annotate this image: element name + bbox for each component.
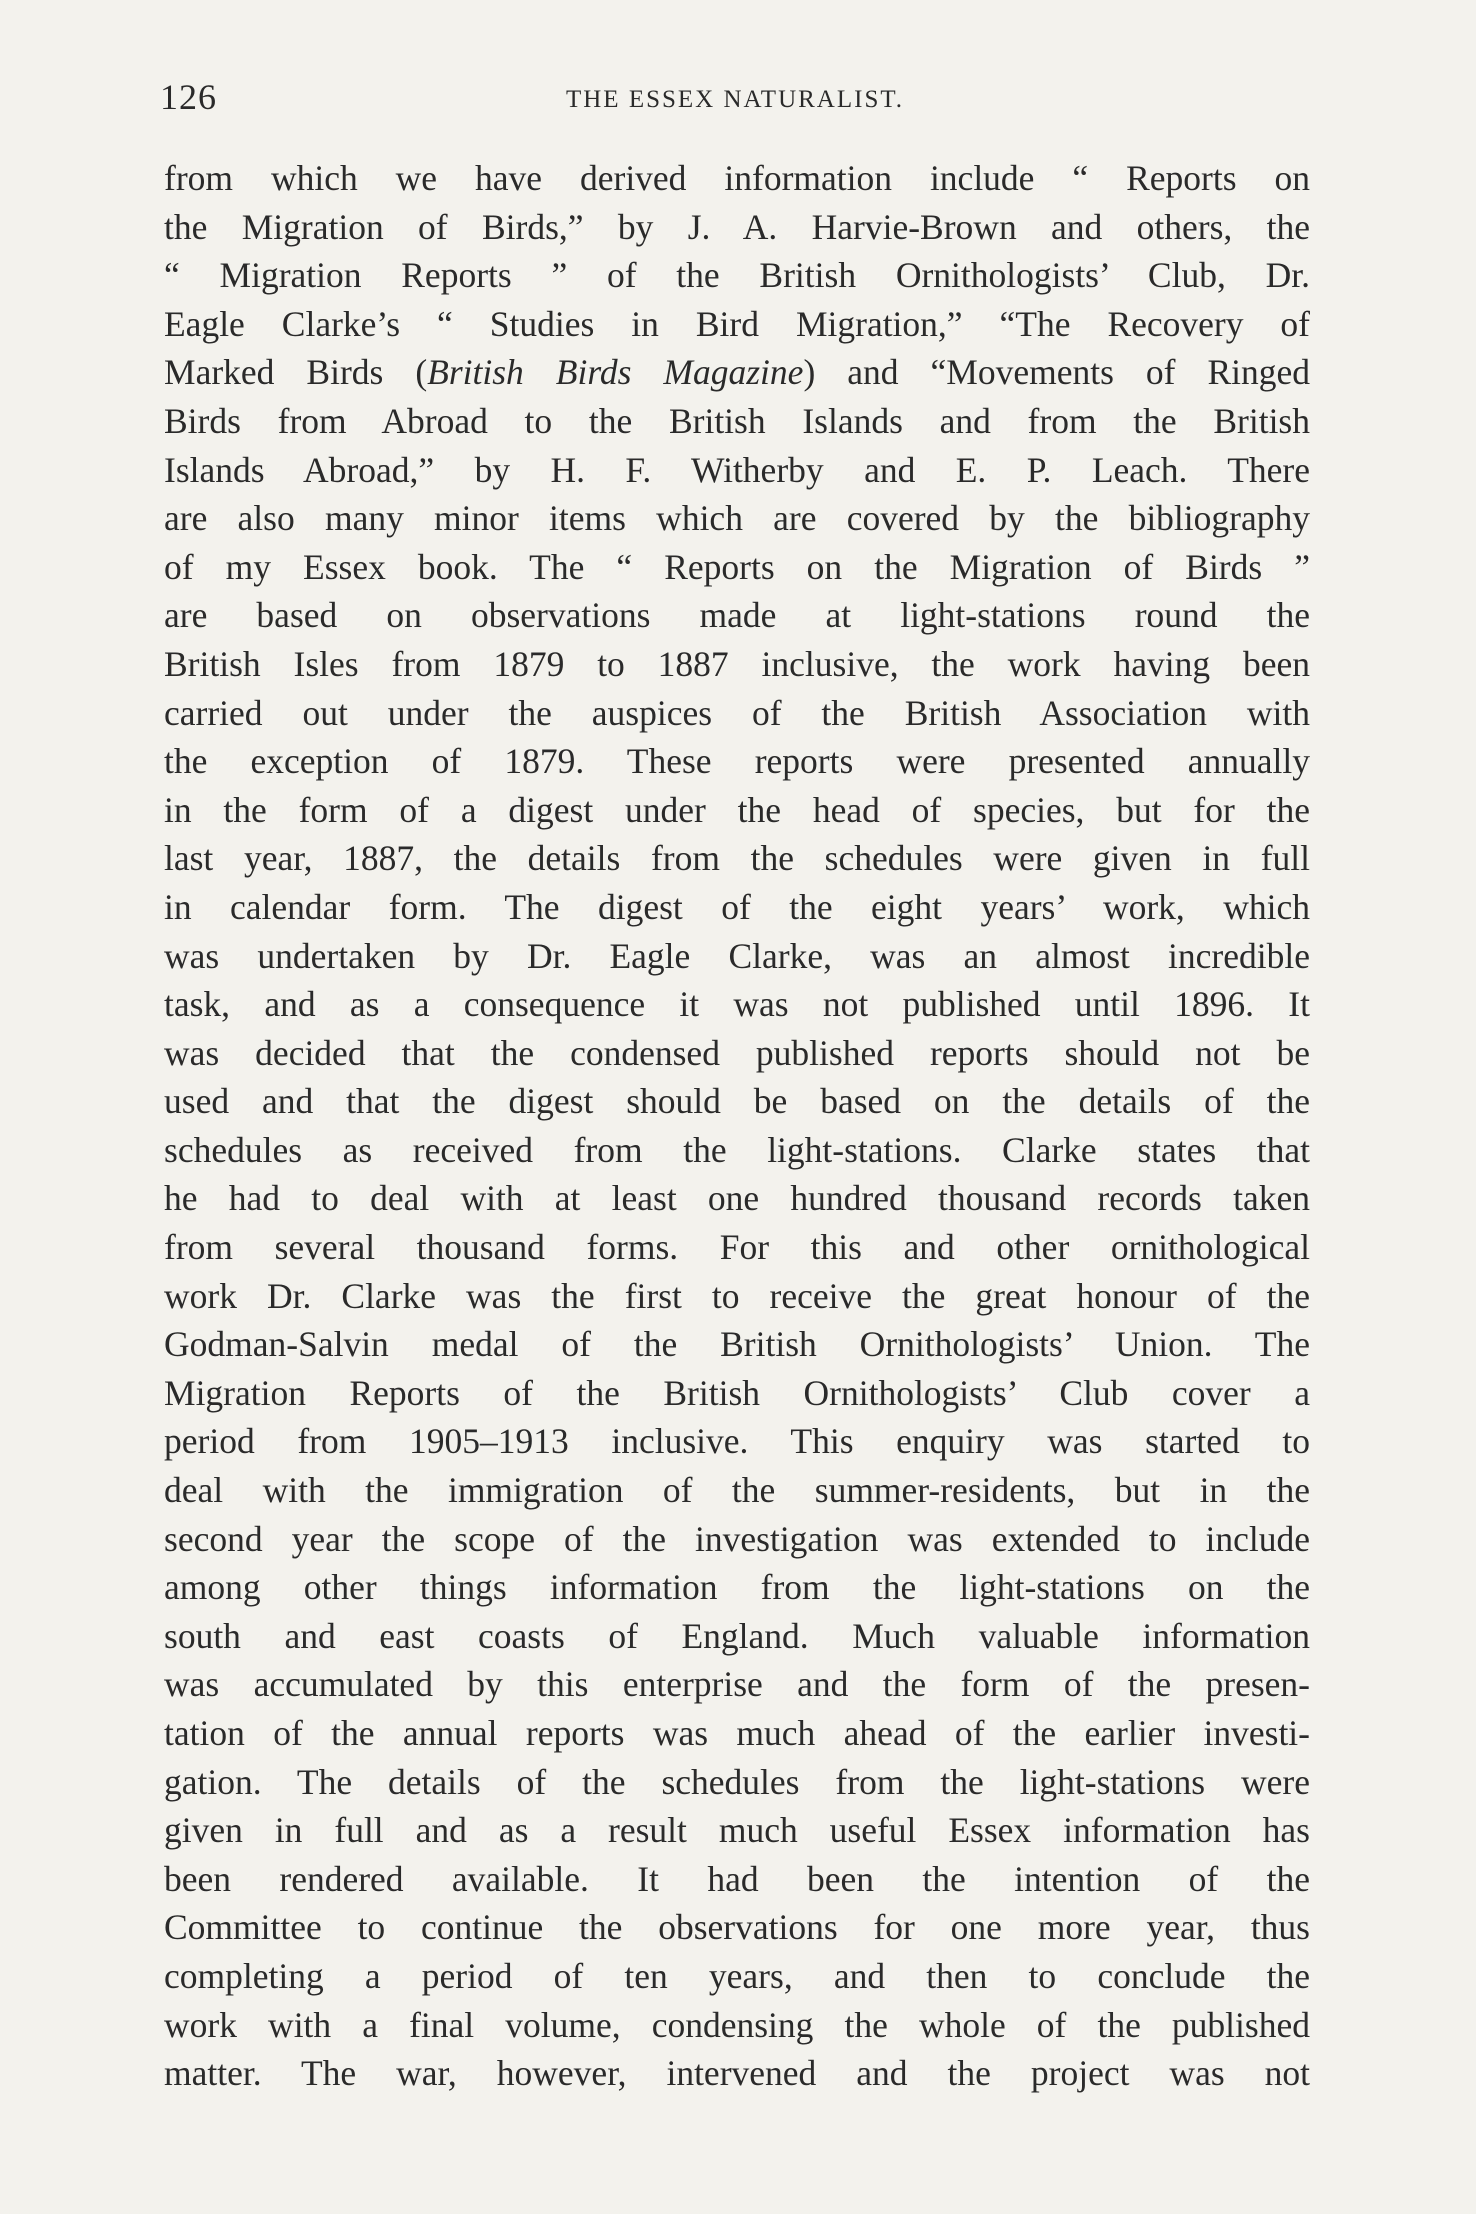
text-fragment: ) and “Movements of Ringed <box>803 352 1311 393</box>
text-line: gation. The details of the schedules from the light-stations were <box>164 1761 1310 1802</box>
text-fragment: Marked Birds ( <box>164 352 428 393</box>
text-line: second year the scope of the investigation was extended to include <box>164 1518 1310 1559</box>
journal-title: THE ESSEX NATURALIST. <box>565 86 905 113</box>
text-line: been rendered available. It had been the intention of the <box>164 1858 1310 1899</box>
running-head <box>160 76 1310 126</box>
text-line: Migration Reports of the British Ornithologists’ Club cover a <box>164 1372 1310 1413</box>
text-line: was undertaken by Dr. Eagle Clarke, was an almost incredible <box>164 935 1310 976</box>
text-line: Eagle Clarke’s “ Studies in Bird Migration,” “The Recovery of <box>164 303 1310 344</box>
text-line: schedules as received from the light-stations. Clarke states that <box>164 1129 1310 1170</box>
text-line: work Dr. Clarke was the first to receive the great honour of the <box>164 1275 1310 1316</box>
text-line: the Migration of Birds,” by J. A. Harvie-Brown and others, the <box>164 206 1310 247</box>
text-line: from which we have derived information include “ Reports on <box>164 158 1310 198</box>
text-line: completing a period of ten years, and then to conclude the <box>164 1955 1310 1996</box>
body-text <box>164 154 1310 2098</box>
page-number: 126 <box>160 77 217 117</box>
text-line: are based on observations made at light-stations round the <box>164 595 1310 636</box>
text-line: last year, 1887, the details from the schedules were given in full <box>164 838 1310 879</box>
text-line: carried out under the auspices of the British Association with <box>164 692 1310 733</box>
text-line: task, and as a consequence it was not published until 1896. It <box>164 984 1310 1025</box>
text-line: given in full and as a result much useful Essex information has <box>164 1810 1310 1851</box>
text-line: deal with the immigration of the summer-residents, but in the <box>164 1470 1310 1511</box>
text-line: British Isles from 1879 to 1887 inclusive, the work having been <box>164 643 1310 684</box>
text-line: “ Migration Reports ” of the British Ornithologists’ Club, Dr. <box>164 255 1310 296</box>
text-line: was accumulated by this enterprise and the form of the presen- <box>164 1664 1310 1705</box>
text-line-with-italic-title <box>164 348 1310 397</box>
text-line: in the form of a digest under the head of species, but for the <box>164 789 1310 830</box>
italic-title: British Birds Magazine <box>427 352 804 393</box>
text-line: of my Essex book. The “ Reports on the Migration of Birds ” <box>164 546 1310 587</box>
text-line: he had to deal with at least one hundred thousand records taken <box>164 1178 1310 1219</box>
text-line: period from 1905–1913 inclusive. This enquiry was started to <box>164 1421 1310 1462</box>
text-line: Committee to continue the observations for one more year, thus <box>164 1907 1310 1948</box>
text-line: are also many minor items which are covered by the bibliography <box>164 498 1310 539</box>
text-line: matter. The war, however, intervened and the project was not <box>164 2053 1310 2094</box>
text-line: from several thousand forms. For this and other ornithological <box>164 1227 1310 1268</box>
text-line: the exception of 1879. These reports were presented annually <box>164 741 1310 782</box>
text-line: Godman-Salvin medal of the British Ornithologists’ Union. The <box>164 1324 1310 1365</box>
text-line: among other things information from the light-stations on the <box>164 1567 1310 1608</box>
text-line: used and that the digest should be based on the details of the <box>164 1081 1310 1122</box>
text-line: Islands Abroad,” by H. F. Witherby and E. P. Leach. There <box>164 449 1310 490</box>
text-line: work with a final volume, condensing the whole of the published <box>164 2004 1310 2045</box>
text-line: Birds from Abroad to the British Islands and from the British <box>164 400 1310 441</box>
text-line: south and east coasts of England. Much valuable information <box>164 1615 1310 1656</box>
text-line: tation of the annual reports was much ahead of the earlier investi- <box>164 1713 1310 1753</box>
text-line: was decided that the condensed published reports should not be <box>164 1032 1310 1073</box>
text-line: in calendar form. The digest of the eight years’ work, which <box>164 886 1310 927</box>
